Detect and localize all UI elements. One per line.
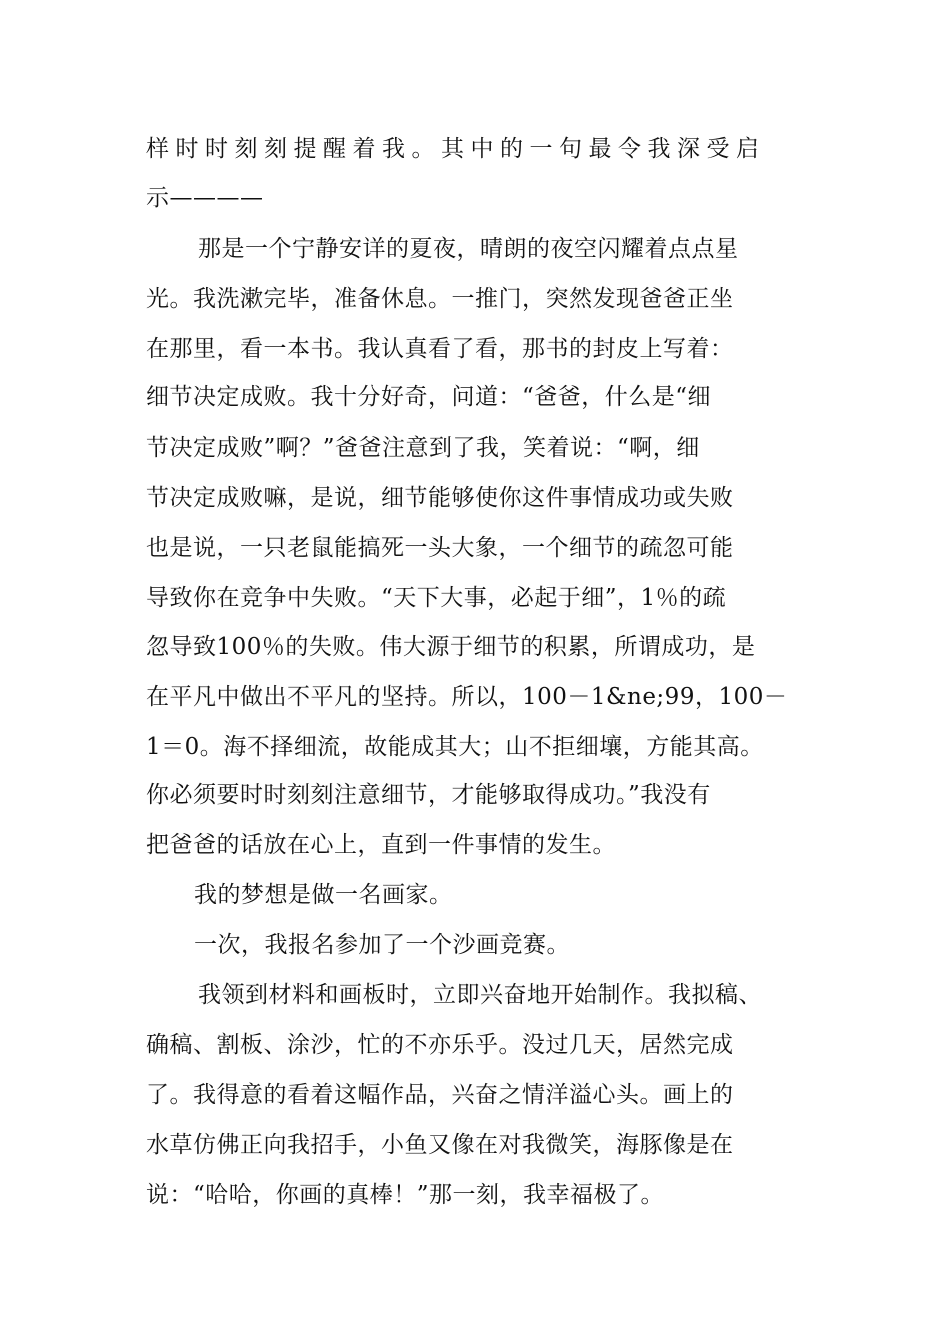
- text-line: 节决定成败嘛，是说，细节能够使你这件事情成功或失败: [146, 485, 734, 511]
- text-line: 1＝0。海不择细流，故能成其大；山不拒细壤，方能其高。: [146, 734, 764, 760]
- text-line: 水草仿佛正向我招手，小鱼又像在对我微笑，海豚像是在: [146, 1132, 734, 1158]
- text-line: 光。我洗漱完毕，准备休息。一推门，突然发现爸爸正坐: [146, 286, 734, 312]
- text-line: 细节决定成败。我十分好奇，问道：“爸爸，什么是“细: [146, 384, 712, 410]
- paragraph-start-line: 那是一个宁静安详的夏夜，晴朗的夜空闪耀着点点星: [198, 236, 739, 262]
- paragraph-start-line: 一次，我报名参加了一个沙画竞赛。: [194, 932, 570, 958]
- text-line: 样时时刻刻提醒着我。其中的一句最令我深受启: [146, 136, 766, 162]
- text-line: 把爸爸的话放在心上，直到一件事情的发生。: [146, 832, 616, 858]
- paragraph-start-line: 我的梦想是做一名画家。: [194, 882, 453, 908]
- paragraph-start-line: 我领到材料和画板时，立即兴奋地开始制作。我拟稿、: [198, 982, 762, 1008]
- text-line: 你必须要时时刻刻注意细节，才能够取得成功。”我没有: [146, 782, 711, 808]
- text-line: 了。我得意的看着这幅作品，兴奋之情洋溢心头。画上的: [146, 1082, 734, 1108]
- text-line: 示————: [146, 185, 264, 211]
- text-line: 忽导致100％的失败。伟大源于细节的积累，所谓成功，是: [146, 634, 756, 660]
- text-line: 在平凡中做出不平凡的坚持。所以，100－1&ne;99，100－: [146, 684, 788, 710]
- text-line: 节决定成败”啊？”爸爸注意到了我，笑着说：“啊，细: [146, 435, 700, 461]
- text-line: 在那里，看一本书。我认真看了看，那书的封皮上写着：: [146, 336, 734, 362]
- text-line: 也是说，一只老鼠能搞死一头大象，一个细节的疏忽可能: [146, 535, 734, 561]
- text-line: 确稿、割板、涂沙，忙的不亦乐乎。没过几天，居然完成: [146, 1032, 734, 1058]
- text-line: 导致你在竞争中失败。“天下大事，必起于细”，1％的疏: [146, 585, 727, 611]
- text-line: 说：“哈哈，你画的真棒！”那一刻，我幸福极了。: [146, 1182, 665, 1208]
